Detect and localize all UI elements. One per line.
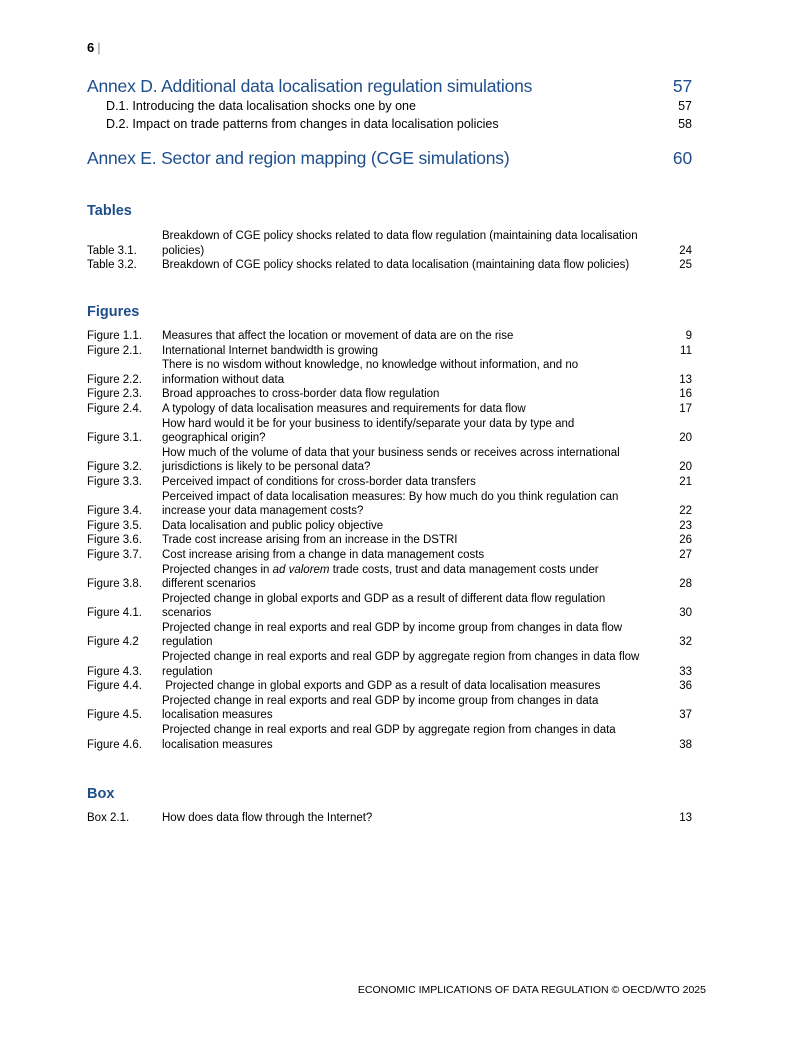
figure-label: Figure 4.5. [87, 709, 142, 722]
figure-text: Projected change in real exports and real GDP by aggregate region from changes in data flow regulation [162, 651, 640, 678]
figure-entry[interactable] [87, 621, 692, 650]
annex-d-title: Annex D. Additional data localisation regulation simulations [87, 76, 533, 96]
figure-label: Figure 4.3. [87, 665, 142, 678]
box-heading: Box [87, 786, 115, 802]
annex-d1-title: D.1. Introducing the data localisation shocks one by one [106, 99, 416, 113]
figure-text: Projected change in global exports and GDP as a result of data localisation measures [162, 680, 601, 693]
toc-annex-d-1[interactable] [106, 99, 692, 113]
figure-page: 16 [679, 388, 692, 401]
annex-e-page: 60 [672, 148, 692, 168]
figure-label: Figure 2.2. [87, 373, 142, 386]
toc-annex-d[interactable] [87, 76, 692, 97]
annex-e-title: Annex E. Sector and region mapping (CGE simulations) [87, 148, 510, 168]
figure-entry[interactable] [87, 519, 692, 534]
figure-label: Figure 2.1. [87, 344, 142, 357]
figure-label: Figure 1.1. [87, 330, 142, 342]
figure-page: 20 [679, 461, 692, 474]
figure-entry[interactable] [87, 475, 692, 490]
table-entry[interactable] [87, 229, 692, 258]
tables-list [87, 229, 692, 273]
figure-page: 32 [679, 636, 692, 649]
table-text: Breakdown of CGE policy shocks related to data localisation (maintaining data flow policies) [162, 259, 630, 272]
figure-label: Figure 2.3. [87, 388, 142, 401]
figure-text: Cost increase arising from a change in data management costs [162, 548, 485, 561]
figure-text: Projected change in real exports and real GDP by income group from changes in data flow regulation [162, 621, 623, 649]
figure-page: 33 [679, 665, 692, 678]
figure-page: 27 [679, 548, 692, 561]
figure-entry[interactable] [87, 533, 692, 548]
figure-entry[interactable] [87, 723, 692, 752]
figure-entry[interactable] [87, 387, 692, 402]
figure-label: Figure 4.2 [87, 636, 139, 649]
figure-page: 38 [679, 738, 692, 751]
figure-text: Measures that affect the location or movement of data are on the rise [162, 330, 514, 342]
figure-label: Figure 3.8. [87, 578, 142, 591]
figures-heading: Figures [87, 304, 140, 320]
figure-text: There is no wisdom without knowledge, no knowledge without information, and no information without data [162, 359, 579, 386]
figure-page: 36 [679, 680, 692, 693]
figure-page: 11 [680, 344, 692, 357]
figure-page: 13 [679, 373, 692, 386]
figure-page: 17 [679, 402, 692, 415]
page-footer: ECONOMIC IMPLICATIONS OF DATA REGULATION © OECD/WTO 2025 [357, 984, 706, 996]
figure-entry[interactable] [87, 490, 692, 519]
table-page: 24 [679, 244, 692, 257]
figure-text: Data localisation and public policy objective [162, 519, 384, 532]
figure-entry[interactable] [87, 446, 692, 475]
figure-page: 22 [679, 505, 692, 518]
figure-label: Figure 2.4. [87, 402, 142, 415]
figure-entry[interactable] [87, 679, 692, 694]
figure-text: A typology of data localisation measures and requirements for data flow [162, 402, 526, 415]
figure-label: Figure 3.5. [87, 519, 142, 532]
box-entry[interactable] [87, 811, 692, 826]
page-separator: | [97, 40, 101, 55]
figure-page: 26 [679, 534, 692, 547]
figure-page: 23 [679, 519, 692, 532]
table-label: Table 3.1. [87, 244, 137, 257]
table-label: Table 3.2. [87, 259, 137, 272]
figure-text: Projected change in real exports and real GDP by aggregate region from changes in data localisation measures [162, 724, 616, 751]
annex-d2-page: 58 [678, 117, 692, 131]
figure-page: 28 [679, 578, 692, 591]
table-entry[interactable] [87, 258, 692, 273]
figure-label: Figure 4.1. [87, 607, 142, 620]
figure-text: Trade cost increase arising from an increase in the DSTRI [162, 534, 458, 547]
figure-entry[interactable] [87, 694, 692, 723]
figure-page: 30 [679, 607, 692, 620]
figure-text: Projected change in real exports and real GDP by income group from changes in data localisation measures [162, 694, 599, 722]
figure-label: Figure 3.7. [87, 548, 142, 561]
figure-label: Figure 3.6. [87, 534, 142, 547]
page-number: 6 | [87, 40, 101, 55]
figure-page: 37 [679, 709, 692, 722]
figure-entry[interactable] [87, 402, 692, 417]
box-text: How does data flow through the Internet? [162, 812, 373, 824]
figure-label: Figure 3.4. [87, 505, 142, 518]
annex-d1-page: 57 [678, 99, 692, 113]
box-label: Box 2.1. [87, 812, 130, 824]
figure-entry[interactable] [87, 417, 692, 446]
figure-entry[interactable] [87, 650, 692, 679]
figure-page: 20 [679, 432, 692, 445]
figure-entry[interactable] [87, 329, 692, 344]
figure-text: Projected change in global exports and GDP as a result of different data flow regulation scenarios [162, 592, 606, 620]
box-list [87, 811, 692, 826]
tables-heading: Tables [87, 203, 132, 219]
figure-text: How much of the volume of data that your business sends or receives across international jurisdictions is likely to be personal data? [162, 446, 620, 474]
figure-page: 9 [685, 330, 692, 342]
toc-annex-d-2[interactable] [106, 117, 692, 131]
figure-label: Figure 4.4. [87, 680, 142, 693]
box-page: 13 [679, 812, 692, 824]
figure-text: Perceived impact of conditions for cross-border data transfers [162, 475, 476, 488]
toc-annex-e[interactable] [87, 148, 692, 169]
figure-page: 21 [679, 475, 692, 488]
table-text: Breakdown of CGE policy shocks related to data flow regulation (maintaining data localisation policies) [162, 230, 638, 257]
figure-entry[interactable] [87, 592, 692, 621]
figure-entry[interactable] [87, 358, 692, 387]
figure-label: Figure 3.3. [87, 475, 142, 488]
figure-text: Perceived impact of data localisation measures: By how much do you think regulation can increase your data management costs? [162, 490, 619, 518]
figure-entry[interactable] [87, 548, 692, 563]
annex-d2-title: D.2. Impact on trade patterns from changes in data localisation policies [106, 117, 499, 131]
table-page: 25 [679, 259, 692, 272]
figure-text: Broad approaches to cross-border data flow regulation [162, 388, 440, 401]
figure-entry[interactable] [87, 344, 692, 359]
annex-d-page: 57 [672, 76, 692, 96]
figure-label: Figure 3.1. [87, 432, 142, 445]
figure-entry[interactable] [87, 563, 692, 592]
figures-list [87, 329, 692, 752]
figure-text: International Internet bandwidth is growing [162, 344, 379, 357]
figure-text: Projected changes in ad valorem trade costs, trust and data management costs under different scenarios [162, 563, 599, 591]
figure-label: Figure 4.6. [87, 738, 142, 751]
figure-label: Figure 3.2. [87, 461, 142, 474]
figure-text: How hard would it be for your business to identify/separate your data by type and geographical origin? [162, 417, 575, 445]
